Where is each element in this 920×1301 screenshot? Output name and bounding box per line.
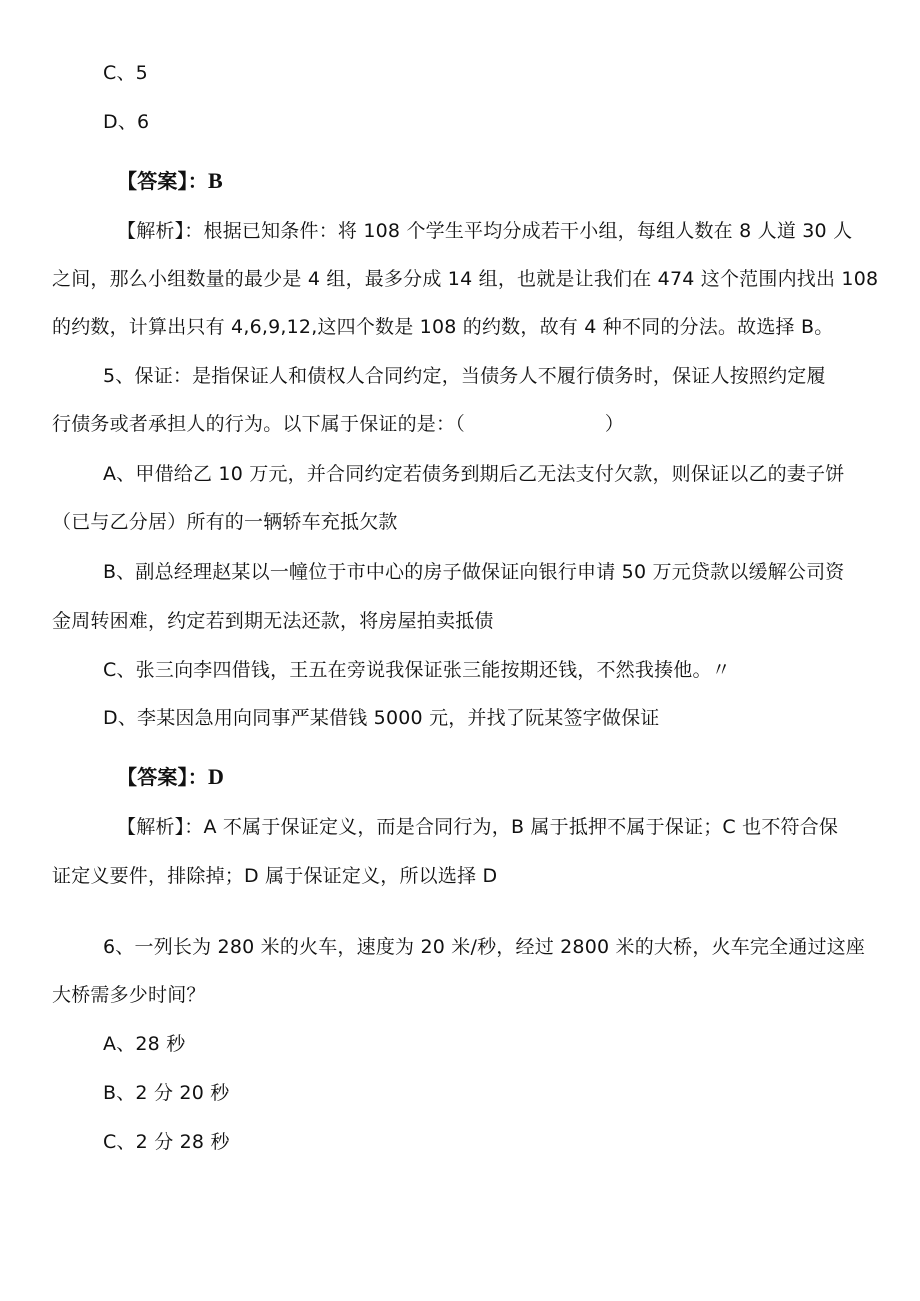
q6-stem-line-1: 6、一列长为 280 米的火车，速度为 20 米/秒，经过 2800 米的大桥，火车完全通过这座 [103, 936, 866, 958]
q6-stem-line-2: 大桥需多少时间？ [52, 984, 206, 1006]
q4-answer-value: B [208, 168, 223, 193]
q5-option-b-line-2: 金周转困难，约定若到期无法还款，将房屋拍卖抵债 [52, 610, 494, 632]
q6-option-c: C、2 分 28 秒 [103, 1131, 230, 1153]
q5-analysis-line-2: 证定义要件，排除掉；D 属于保证定义，所以选择 D [52, 865, 498, 887]
q5-option-d: D、李某因急用向同事严某借钱 5000 元，并找了阮某签字做保证 [103, 707, 660, 729]
q5-answer [117, 764, 224, 790]
q5-option-b-line-1: B、副总经理赵某以一幢位于市中心的房子做保证向银行申请 50 万元贷款以缓解公司资 [103, 561, 845, 583]
q5-option-a-line-1: A、甲借给乙 10 万元，并合同约定若债务到期后乙无法支付欠款，则保证以乙的妻子饼 [103, 463, 845, 485]
q6-option-a: A、28 秒 [103, 1033, 186, 1055]
q5-stem-text: 行债务或者承担人的行为。以下属于保证的是：（ [52, 413, 465, 435]
q5-stem-line-2 [52, 411, 624, 437]
q5-answer-label: 【答案】： [117, 765, 208, 789]
q4-option-c: C、5 [103, 62, 148, 84]
q5-stem-close: ） [604, 413, 625, 435]
q4-answer-label: 【答案】： [117, 169, 208, 193]
q5-option-a-line-2: （已与乙分居）所有的一辆轿车充抵欠款 [52, 511, 398, 533]
q5-stem-line-1: 5、保证：是指保证人和债权人合同约定，当债务人不履行债务时，保证人按照约定履 [103, 365, 826, 387]
q5-option-c: C、张三向李四借钱，王五在旁说我保证张三能按期还钱，不然我揍他。〃 [103, 659, 731, 681]
q4-analysis-line-2: 之间，那么小组数量的最少是 4 组，最多分成 14 组，也就是让我们在 474 这个范围内找出 108 [52, 268, 879, 290]
q4-option-d: D、6 [103, 111, 150, 133]
q4-analysis-line-3: 的约数，计算出只有 4,6,9,12,这四个数是 108 的约数，故有 4 种不同的分法。故选择 B。 [52, 316, 834, 338]
q5-answer-value: D [208, 764, 225, 789]
q6-option-b: B、2 分 20 秒 [103, 1082, 230, 1104]
q5-analysis-line-1: 【解析】：A 不属于保证定义，而是合同行为，B 属于抵押不属于保证；C 也不符合保 [117, 816, 839, 838]
q4-answer [117, 168, 223, 194]
q4-analysis-line-1: 【解析】：根据已知条件：将 108 个学生平均分成若干小组，每组人数在 8 人道 30 人 [117, 220, 853, 242]
